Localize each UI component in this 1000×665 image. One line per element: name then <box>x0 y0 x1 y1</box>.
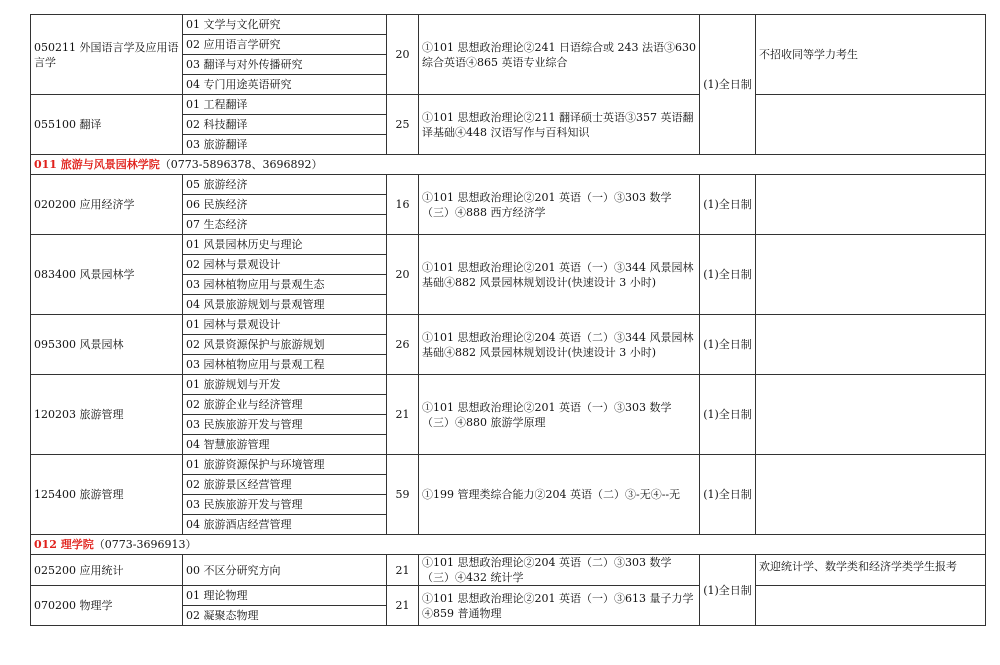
exam-subjects: ①101 思想政治理论②201 英语（一）③303 数学（三）④888 西方经济学 <box>419 175 700 235</box>
major-code: 083400 风景园林学 <box>31 235 183 315</box>
research-direction: 01 园林与景观设计 <box>183 315 387 335</box>
remarks <box>756 455 986 535</box>
remarks <box>756 235 986 315</box>
college-row <box>31 155 986 175</box>
research-direction: 06 民族经济 <box>183 195 387 215</box>
research-direction: 02 风景资源保护与旅游规划 <box>183 335 387 355</box>
research-direction: 04 旅游酒店经营管理 <box>183 515 387 535</box>
major-code: 055100 翻译 <box>31 95 183 155</box>
quota: 16 <box>387 175 419 235</box>
exam-subjects: ①101 思想政治理论②204 英语（二）③344 风景园林基础④882 风景园林规划设计(快速设计 3 小时) <box>419 315 700 375</box>
exam-subjects: ①101 思想政治理论②201 英语（一）③344 风景园林基础④882 风景园林规划设计(快速设计 3 小时) <box>419 235 700 315</box>
research-direction: 02 凝聚态物理 <box>183 606 387 626</box>
quota: 25 <box>387 95 419 155</box>
research-direction: 02 旅游景区经营管理 <box>183 475 387 495</box>
research-direction: 01 工程翻译 <box>183 95 387 115</box>
table-row <box>31 15 986 35</box>
table-row <box>31 555 986 586</box>
research-direction: 07 生态经济 <box>183 215 387 235</box>
study-mode: (1)全日制 <box>700 555 756 626</box>
study-mode: (1)全日制 <box>700 15 756 155</box>
table-row <box>31 175 986 195</box>
research-direction: 01 旅游规划与开发 <box>183 375 387 395</box>
major-code: 050211 外国语言学及应用语言学 <box>31 15 183 95</box>
study-mode: (1)全日制 <box>700 375 756 455</box>
table-row <box>31 315 986 335</box>
quota: 59 <box>387 455 419 535</box>
table-row <box>31 586 986 606</box>
college-name: 011 旅游与风景园林学院 <box>34 158 160 171</box>
remarks <box>756 315 986 375</box>
research-direction: 02 应用语言学研究 <box>183 35 387 55</box>
college-row <box>31 535 986 555</box>
table-row <box>31 375 986 395</box>
remarks <box>756 375 986 455</box>
major-code: 025200 应用统计 <box>31 555 183 586</box>
research-direction: 03 民族旅游开发与管理 <box>183 415 387 435</box>
admissions-table <box>30 14 986 626</box>
table-row <box>31 95 986 115</box>
research-direction: 01 文学与文化研究 <box>183 15 387 35</box>
remarks <box>756 586 986 626</box>
major-code: 120203 旅游管理 <box>31 375 183 455</box>
research-direction: 04 风景旅游规划与景观管理 <box>183 295 387 315</box>
exam-subjects: ①101 思想政治理论②204 英语（二）③303 数学（三）④432 统计学 <box>419 555 700 586</box>
research-direction: 03 园林植物应用与景观工程 <box>183 355 387 375</box>
exam-subjects: ①101 思想政治理论②241 日语综合或 243 法语③630 综合英语④865 英语专业综合 <box>419 15 700 95</box>
research-direction: 03 园林植物应用与景观生态 <box>183 275 387 295</box>
major-code: 070200 物理学 <box>31 586 183 626</box>
major-code: 020200 应用经济学 <box>31 175 183 235</box>
remarks <box>756 175 986 235</box>
college-phone: （0773-3696913） <box>93 538 197 551</box>
remarks: 欢迎统计学、数学类和经济学类学生报考 <box>756 555 986 586</box>
college-phone: （0773-5896378、3696892） <box>159 158 323 171</box>
study-mode: (1)全日制 <box>700 455 756 535</box>
remarks: 不招收同等学力考生 <box>756 15 986 95</box>
study-mode: (1)全日制 <box>700 175 756 235</box>
quota: 20 <box>387 235 419 315</box>
remarks <box>756 95 986 155</box>
exam-subjects: ①101 思想政治理论②211 翻译硕士英语③357 英语翻译基础④448 汉语写作与百科知识 <box>419 95 700 155</box>
research-direction: 02 旅游企业与经济管理 <box>183 395 387 415</box>
research-direction: 02 园林与景观设计 <box>183 255 387 275</box>
major-code: 095300 风景园林 <box>31 315 183 375</box>
quota: 21 <box>387 586 419 626</box>
quota: 20 <box>387 15 419 95</box>
research-direction: 00 不区分研究方向 <box>183 555 387 586</box>
exam-subjects: ①199 管理类综合能力②204 英语（二）③-无④--无 <box>419 455 700 535</box>
research-direction: 01 旅游资源保护与环境管理 <box>183 455 387 475</box>
college-name: 012 理学院 <box>34 538 94 551</box>
research-direction: 04 专门用途英语研究 <box>183 75 387 95</box>
quota: 21 <box>387 555 419 586</box>
table-row <box>31 455 986 475</box>
research-direction: 04 智慧旅游管理 <box>183 435 387 455</box>
exam-subjects: ①101 思想政治理论②201 英语（一）③303 数学（三）④880 旅游学原理 <box>419 375 700 455</box>
research-direction: 03 旅游翻译 <box>183 135 387 155</box>
research-direction: 05 旅游经济 <box>183 175 387 195</box>
research-direction: 01 理论物理 <box>183 586 387 606</box>
quota: 26 <box>387 315 419 375</box>
study-mode: (1)全日制 <box>700 235 756 315</box>
study-mode: (1)全日制 <box>700 315 756 375</box>
exam-subjects: ①101 思想政治理论②201 英语（一）③613 量子力学④859 普通物理 <box>419 586 700 626</box>
table-row <box>31 235 986 255</box>
research-direction: 03 民族旅游开发与管理 <box>183 495 387 515</box>
research-direction: 01 风景园林历史与理论 <box>183 235 387 255</box>
major-code: 125400 旅游管理 <box>31 455 183 535</box>
quota: 21 <box>387 375 419 455</box>
research-direction: 02 科技翻译 <box>183 115 387 135</box>
research-direction: 03 翻译与对外传播研究 <box>183 55 387 75</box>
